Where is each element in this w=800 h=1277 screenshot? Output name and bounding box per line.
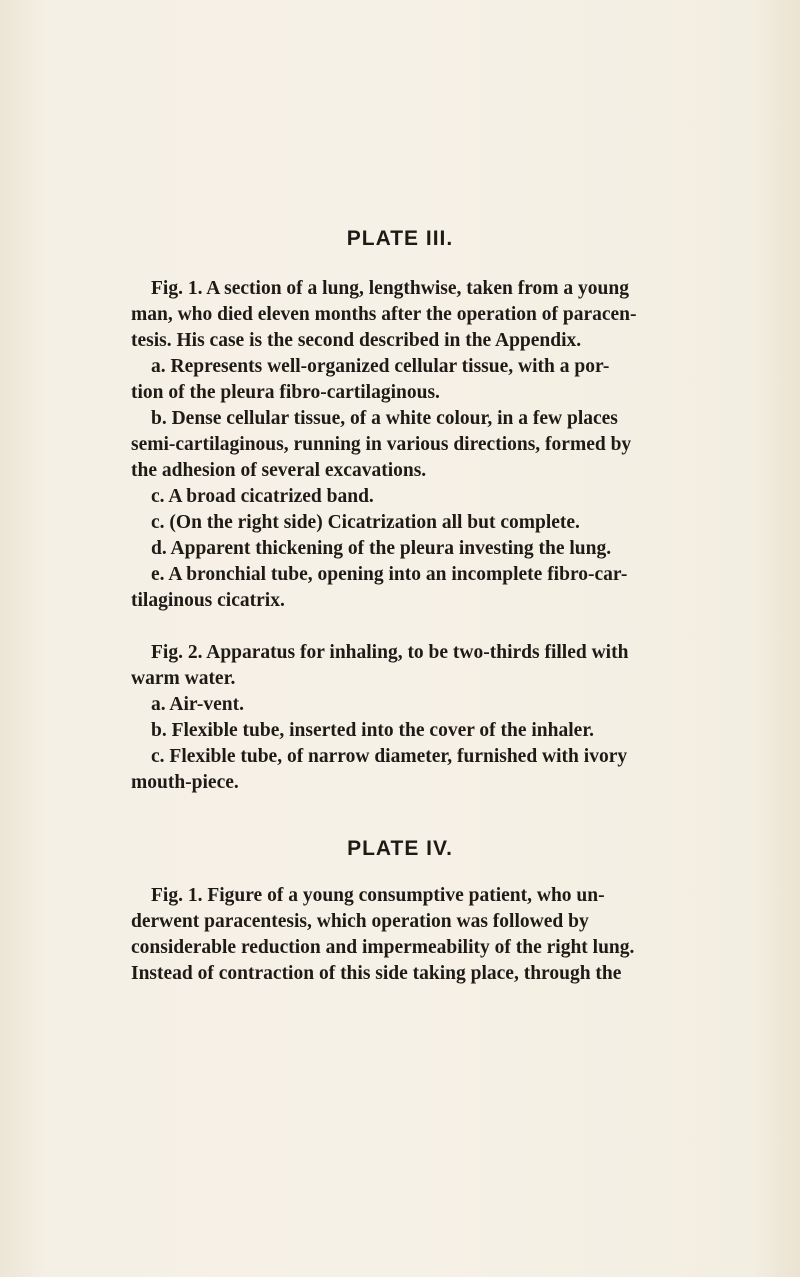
- plate-iii-fig-1-item-d: d. Apparent thickening of the pleura investing the lung.: [151, 538, 612, 559]
- plate-iii-fig-1-item-b-line-3: the adhesion of several excavations.: [131, 460, 427, 481]
- plate-iii-fig-1-item-b-line-2: semi-cartilaginous, running in various directions, formed by: [131, 434, 632, 455]
- plate-iv-fig-1-caption-line-1: Fig. 1. Figure of a young consumptive patient, who un-: [151, 885, 605, 906]
- plate-iii-fig-2-caption-line-1: Fig. 2. Apparatus for inhaling, to be two-thirds filled with: [151, 642, 629, 663]
- plate-iii-fig-1-caption-line-3: tesis. His case is the second described in the Appendix.: [131, 330, 582, 351]
- plate-iv-heading: PLATE IV.: [347, 837, 453, 860]
- plate-iii-fig-1-item-a-line-1: a. Represents well-organized cellular tissue, with a por-: [151, 356, 610, 377]
- plate-iii-fig-1-caption-line-1: Fig. 1. A section of a lung, lengthwise, taken from a young: [151, 278, 629, 299]
- plate-iii-fig-1-item-c-right-side: c. (On the right side) Cicatrization all but complete.: [151, 512, 580, 533]
- plate-iii-fig-1-item-b-line-1: b. Dense cellular tissue, of a white colour, in a few places: [151, 408, 618, 429]
- plate-iv-fig-1-caption-line-4: Instead of contraction of this side taking place, through the: [131, 963, 622, 984]
- plate-iii-fig-2-item-c-line-1: c. Flexible tube, of narrow diameter, furnished with ivory: [151, 746, 628, 767]
- plate-iv-fig-1-caption-line-3: considerable reduction and impermeability of the right lung.: [131, 937, 635, 958]
- plate-iv-fig-1-caption-line-2: derwent paracentesis, which operation was followed by: [131, 911, 589, 932]
- plate-iii-fig-2-item-b: b. Flexible tube, inserted into the cover of the inhaler.: [151, 720, 595, 741]
- plate-iii-fig-1-item-e-line-2: tilaginous cicatrix.: [131, 590, 285, 611]
- plate-iii-fig-1-caption-line-2: man, who died eleven months after the operation of paracen-: [131, 304, 637, 325]
- plate-iii-fig-1-item-c: c. A broad cicatrized band.: [151, 486, 374, 507]
- plate-iii-fig-2-caption-line-2: warm water.: [131, 668, 236, 689]
- plate-iii-fig-2-item-c-line-2: mouth-piece.: [131, 772, 239, 793]
- plate-iii-fig-1-item-a-line-2: tion of the pleura fibro-cartilaginous.: [131, 382, 440, 403]
- plate-iii-fig-1-item-e-line-1: e. A bronchial tube, opening into an incomplete fibro-car-: [151, 564, 628, 585]
- plate-iii-heading: PLATE III.: [346, 227, 454, 250]
- plate-iii-fig-2-item-a: a. Air-vent.: [151, 694, 244, 715]
